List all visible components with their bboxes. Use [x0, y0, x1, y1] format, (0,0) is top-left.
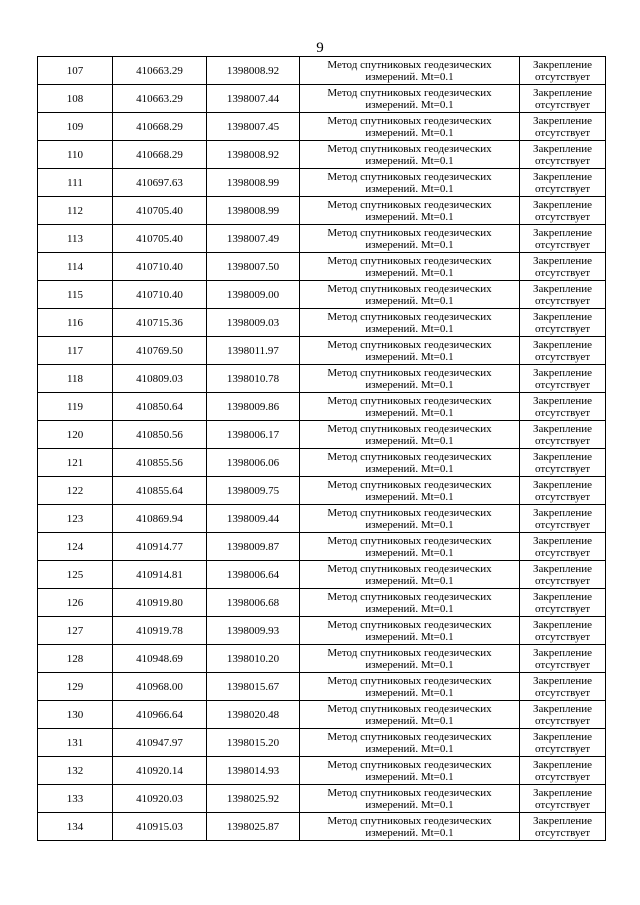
- table-row: [38, 729, 606, 757]
- fixation-cell: [520, 113, 606, 141]
- method-cell: [300, 421, 520, 449]
- fixation-line-2: отсутствует: [534, 350, 591, 363]
- fixation-line-1: Закрепление: [532, 282, 593, 295]
- method-line-2: измерений. Mt=0.1: [365, 238, 454, 251]
- table-row: [38, 645, 606, 673]
- table-row: [38, 477, 606, 505]
- fixation-cell: [520, 533, 606, 561]
- method-line-1: Метод спутниковых геодезических: [327, 142, 492, 155]
- fixation-cell: [520, 309, 606, 337]
- point-number-cell: 109: [38, 113, 113, 141]
- method-line-2: измерений. Mt=0.1: [365, 602, 454, 615]
- method-line-2: измерений. Mt=0.1: [365, 826, 454, 839]
- fixation-line-1: Закрепление: [532, 58, 593, 71]
- table-row: [38, 393, 606, 421]
- method-cell: [300, 617, 520, 645]
- fixation-cell: [520, 729, 606, 757]
- fixation-line-2: отсутствует: [534, 490, 591, 503]
- y-coordinate-cell: 1398010.20: [207, 645, 300, 673]
- fixation-line-2: отсутствует: [534, 770, 591, 783]
- x-coordinate-cell: 410920.14: [113, 757, 207, 785]
- method-cell: [300, 141, 520, 169]
- fixation-line-1: Закрепление: [532, 450, 593, 463]
- point-number-cell: 107: [38, 57, 113, 85]
- table-row: [38, 673, 606, 701]
- table-row: [38, 365, 606, 393]
- point-number-cell: 114: [38, 253, 113, 281]
- fixation-line-2: отсутствует: [534, 406, 591, 419]
- fixation-line-2: отсутствует: [534, 518, 591, 531]
- point-number-cell: 123: [38, 505, 113, 533]
- table-row: [38, 505, 606, 533]
- fixation-line-1: Закрепление: [532, 562, 593, 575]
- table-row: [38, 813, 606, 841]
- fixation-line-2: отсутствует: [534, 630, 591, 643]
- table-row: [38, 225, 606, 253]
- method-line-1: Метод спутниковых геодезических: [327, 58, 492, 71]
- method-line-1: Метод спутниковых геодезических: [327, 534, 492, 547]
- fixation-line-2: отсутствует: [534, 826, 591, 839]
- fixation-line-2: отсутствует: [534, 154, 591, 167]
- coordinates-table-body: [38, 57, 606, 841]
- point-number-cell: 129: [38, 673, 113, 701]
- method-cell: [300, 225, 520, 253]
- method-cell: [300, 729, 520, 757]
- method-line-2: измерений. Mt=0.1: [365, 406, 454, 419]
- method-line-2: измерений. Mt=0.1: [365, 266, 454, 279]
- method-line-2: измерений. Mt=0.1: [365, 518, 454, 531]
- y-coordinate-cell: 1398008.92: [207, 141, 300, 169]
- x-coordinate-cell: 410705.40: [113, 197, 207, 225]
- table-row: [38, 785, 606, 813]
- method-line-1: Метод спутниковых геодезических: [327, 646, 492, 659]
- table-row: [38, 701, 606, 729]
- method-cell: [300, 785, 520, 813]
- table-row: [38, 309, 606, 337]
- fixation-cell: [520, 701, 606, 729]
- method-line-2: измерений. Mt=0.1: [365, 798, 454, 811]
- table-row: [38, 253, 606, 281]
- table-row: [38, 169, 606, 197]
- y-coordinate-cell: 1398009.00: [207, 281, 300, 309]
- x-coordinate-cell: 410697.63: [113, 169, 207, 197]
- fixation-line-2: отсутствует: [534, 238, 591, 251]
- fixation-line-2: отсутствует: [534, 798, 591, 811]
- x-coordinate-cell: 410668.29: [113, 141, 207, 169]
- method-line-2: измерений. Mt=0.1: [365, 574, 454, 587]
- point-number-cell: 128: [38, 645, 113, 673]
- x-coordinate-cell: 410769.50: [113, 337, 207, 365]
- method-cell: [300, 113, 520, 141]
- method-line-2: измерений. Mt=0.1: [365, 350, 454, 363]
- fixation-line-1: Закрепление: [532, 758, 593, 771]
- fixation-line-2: отсутствует: [534, 742, 591, 755]
- fixation-cell: [520, 785, 606, 813]
- point-number-cell: 124: [38, 533, 113, 561]
- fixation-line-2: отсутствует: [534, 70, 591, 83]
- fixation-cell: [520, 253, 606, 281]
- fixation-line-1: Закрепление: [532, 142, 593, 155]
- fixation-line-2: отсутствует: [534, 294, 591, 307]
- point-number-cell: 132: [38, 757, 113, 785]
- fixation-line-1: Закрепление: [532, 506, 593, 519]
- table-row: [38, 141, 606, 169]
- point-number-cell: 120: [38, 421, 113, 449]
- table-row: [38, 617, 606, 645]
- point-number-cell: 121: [38, 449, 113, 477]
- fixation-line-1: Закрепление: [532, 786, 593, 799]
- y-coordinate-cell: 1398009.44: [207, 505, 300, 533]
- x-coordinate-cell: 410663.29: [113, 57, 207, 85]
- y-coordinate-cell: 1398008.99: [207, 169, 300, 197]
- method-line-2: измерений. Mt=0.1: [365, 126, 454, 139]
- method-cell: [300, 365, 520, 393]
- point-number-cell: 110: [38, 141, 113, 169]
- fixation-line-1: Закрепление: [532, 226, 593, 239]
- table-row: [38, 57, 606, 85]
- x-coordinate-cell: 410715.36: [113, 309, 207, 337]
- method-line-1: Метод спутниковых геодезических: [327, 254, 492, 267]
- x-coordinate-cell: 410915.03: [113, 813, 207, 841]
- fixation-line-2: отсутствует: [534, 378, 591, 391]
- method-line-2: измерений. Mt=0.1: [365, 378, 454, 391]
- method-line-1: Метод спутниковых геодезических: [327, 674, 492, 687]
- table-row: [38, 197, 606, 225]
- y-coordinate-cell: 1398010.78: [207, 365, 300, 393]
- fixation-line-1: Закрепление: [532, 198, 593, 211]
- point-number-cell: 130: [38, 701, 113, 729]
- method-line-2: измерений. Mt=0.1: [365, 154, 454, 167]
- fixation-line-2: отсутствует: [534, 322, 591, 335]
- method-line-1: Метод спутниковых геодезических: [327, 814, 492, 827]
- method-cell: [300, 589, 520, 617]
- method-line-1: Метод спутниковых геодезических: [327, 310, 492, 323]
- method-line-1: Метод спутниковых геодезических: [327, 366, 492, 379]
- table-row: [38, 421, 606, 449]
- fixation-line-2: отсутствует: [534, 658, 591, 671]
- fixation-line-1: Закрепление: [532, 170, 593, 183]
- fixation-cell: [520, 505, 606, 533]
- method-line-1: Метод спутниковых геодезических: [327, 422, 492, 435]
- fixation-cell: [520, 57, 606, 85]
- table-row: [38, 113, 606, 141]
- fixation-line-1: Закрепление: [532, 590, 593, 603]
- point-number-cell: 131: [38, 729, 113, 757]
- fixation-line-1: Закрепление: [532, 674, 593, 687]
- method-line-2: измерений. Mt=0.1: [365, 98, 454, 111]
- fixation-line-2: отсутствует: [534, 210, 591, 223]
- table-row: [38, 281, 606, 309]
- method-line-2: измерений. Mt=0.1: [365, 182, 454, 195]
- y-coordinate-cell: 1398009.03: [207, 309, 300, 337]
- fixation-line-2: отсутствует: [534, 266, 591, 279]
- point-number-cell: 118: [38, 365, 113, 393]
- fixation-cell: [520, 169, 606, 197]
- method-cell: [300, 57, 520, 85]
- point-number-cell: 117: [38, 337, 113, 365]
- method-cell: [300, 337, 520, 365]
- method-line-1: Метод спутниковых геодезических: [327, 114, 492, 127]
- method-cell: [300, 393, 520, 421]
- method-cell: [300, 533, 520, 561]
- fixation-cell: [520, 757, 606, 785]
- method-line-1: Метод спутниковых геодезических: [327, 170, 492, 183]
- method-line-2: измерений. Mt=0.1: [365, 686, 454, 699]
- fixation-line-1: Закрепление: [532, 422, 593, 435]
- x-coordinate-cell: 410850.56: [113, 421, 207, 449]
- method-line-1: Метод спутниковых геодезических: [327, 618, 492, 631]
- method-cell: [300, 561, 520, 589]
- point-number-cell: 112: [38, 197, 113, 225]
- method-cell: [300, 281, 520, 309]
- x-coordinate-cell: 410914.81: [113, 561, 207, 589]
- method-line-2: измерений. Mt=0.1: [365, 658, 454, 671]
- fixation-line-2: отсутствует: [534, 98, 591, 111]
- fixation-line-1: Закрепление: [532, 618, 593, 631]
- point-number-cell: 108: [38, 85, 113, 113]
- method-line-1: Метод спутниковых геодезических: [327, 562, 492, 575]
- point-number-cell: 122: [38, 477, 113, 505]
- fixation-cell: [520, 225, 606, 253]
- method-line-1: Метод спутниковых геодезических: [327, 758, 492, 771]
- fixation-cell: [520, 85, 606, 113]
- y-coordinate-cell: 1398014.93: [207, 757, 300, 785]
- fixation-cell: [520, 561, 606, 589]
- method-line-1: Метод спутниковых геодезических: [327, 730, 492, 743]
- method-line-2: измерений. Mt=0.1: [365, 546, 454, 559]
- fixation-line-1: Закрепление: [532, 702, 593, 715]
- fixation-line-1: Закрепление: [532, 366, 593, 379]
- fixation-cell: [520, 141, 606, 169]
- x-coordinate-cell: 410809.03: [113, 365, 207, 393]
- table-row: [38, 337, 606, 365]
- point-number-cell: 133: [38, 785, 113, 813]
- y-coordinate-cell: 1398007.44: [207, 85, 300, 113]
- y-coordinate-cell: 1398025.87: [207, 813, 300, 841]
- fixation-line-1: Закрепление: [532, 534, 593, 547]
- method-line-2: измерений. Mt=0.1: [365, 294, 454, 307]
- x-coordinate-cell: 410710.40: [113, 281, 207, 309]
- y-coordinate-cell: 1398006.64: [207, 561, 300, 589]
- y-coordinate-cell: 1398009.75: [207, 477, 300, 505]
- fixation-line-1: Закрепление: [532, 86, 593, 99]
- x-coordinate-cell: 410869.94: [113, 505, 207, 533]
- fixation-line-2: отсутствует: [534, 686, 591, 699]
- point-number-cell: 126: [38, 589, 113, 617]
- method-cell: [300, 645, 520, 673]
- fixation-cell: [520, 645, 606, 673]
- fixation-line-1: Закрепление: [532, 254, 593, 267]
- point-number-cell: 113: [38, 225, 113, 253]
- method-line-1: Метод спутниковых геодезических: [327, 338, 492, 351]
- method-line-1: Метод спутниковых геодезических: [327, 450, 492, 463]
- method-cell: [300, 253, 520, 281]
- fixation-line-1: Закрепление: [532, 310, 593, 323]
- table-row: [38, 561, 606, 589]
- fixation-cell: [520, 393, 606, 421]
- point-number-cell: 115: [38, 281, 113, 309]
- x-coordinate-cell: 410919.80: [113, 589, 207, 617]
- coordinates-table: [37, 56, 606, 841]
- method-cell: [300, 85, 520, 113]
- method-cell: [300, 477, 520, 505]
- fixation-line-2: отсутствует: [534, 182, 591, 195]
- method-line-1: Метод спутниковых геодезических: [327, 702, 492, 715]
- y-coordinate-cell: 1398008.99: [207, 197, 300, 225]
- method-cell: [300, 673, 520, 701]
- fixation-line-2: отсутствует: [534, 714, 591, 727]
- table-row: [38, 85, 606, 113]
- y-coordinate-cell: 1398009.93: [207, 617, 300, 645]
- method-line-1: Метод спутниковых геодезических: [327, 394, 492, 407]
- y-coordinate-cell: 1398007.45: [207, 113, 300, 141]
- method-cell: [300, 701, 520, 729]
- fixation-line-2: отсутствует: [534, 602, 591, 615]
- point-number-cell: 127: [38, 617, 113, 645]
- method-line-2: измерений. Mt=0.1: [365, 742, 454, 755]
- fixation-cell: [520, 421, 606, 449]
- method-line-1: Метод спутниковых геодезических: [327, 786, 492, 799]
- x-coordinate-cell: 410919.78: [113, 617, 207, 645]
- fixation-cell: [520, 477, 606, 505]
- fixation-line-2: отсутствует: [534, 434, 591, 447]
- fixation-line-2: отсутствует: [534, 546, 591, 559]
- x-coordinate-cell: 410710.40: [113, 253, 207, 281]
- point-number-cell: 116: [38, 309, 113, 337]
- table-row: [38, 449, 606, 477]
- method-line-1: Метод спутниковых геодезических: [327, 198, 492, 211]
- method-cell: [300, 449, 520, 477]
- fixation-line-1: Закрепление: [532, 814, 593, 827]
- fixation-cell: [520, 337, 606, 365]
- y-coordinate-cell: 1398020.48: [207, 701, 300, 729]
- x-coordinate-cell: 410663.29: [113, 85, 207, 113]
- x-coordinate-cell: 410920.03: [113, 785, 207, 813]
- method-line-2: измерений. Mt=0.1: [365, 462, 454, 475]
- fixation-line-1: Закрепление: [532, 730, 593, 743]
- method-cell: [300, 197, 520, 225]
- fixation-cell: [520, 813, 606, 841]
- method-line-2: измерений. Mt=0.1: [365, 322, 454, 335]
- method-line-1: Метод спутниковых геодезических: [327, 86, 492, 99]
- method-line-2: измерений. Mt=0.1: [365, 434, 454, 447]
- fixation-cell: [520, 449, 606, 477]
- fixation-cell: [520, 617, 606, 645]
- fixation-line-1: Закрепление: [532, 114, 593, 127]
- method-line-1: Метод спутниковых геодезических: [327, 226, 492, 239]
- point-number-cell: 125: [38, 561, 113, 589]
- method-line-2: измерений. Mt=0.1: [365, 490, 454, 503]
- table-row: [38, 589, 606, 617]
- method-cell: [300, 757, 520, 785]
- method-line-1: Метод спутниковых геодезических: [327, 478, 492, 491]
- x-coordinate-cell: 410966.64: [113, 701, 207, 729]
- fixation-line-1: Закрепление: [532, 394, 593, 407]
- y-coordinate-cell: 1398008.92: [207, 57, 300, 85]
- fixation-line-2: отсутствует: [534, 462, 591, 475]
- method-cell: [300, 505, 520, 533]
- fixation-line-1: Закрепление: [532, 646, 593, 659]
- method-cell: [300, 813, 520, 841]
- method-line-2: измерений. Mt=0.1: [365, 210, 454, 223]
- page-number: 9: [316, 40, 324, 56]
- x-coordinate-cell: 410948.69: [113, 645, 207, 673]
- fixation-line-1: Закрепление: [532, 478, 593, 491]
- y-coordinate-cell: 1398006.06: [207, 449, 300, 477]
- fixation-cell: [520, 673, 606, 701]
- x-coordinate-cell: 410968.00: [113, 673, 207, 701]
- point-number-cell: 119: [38, 393, 113, 421]
- method-line-2: измерений. Mt=0.1: [365, 70, 454, 83]
- y-coordinate-cell: 1398006.17: [207, 421, 300, 449]
- x-coordinate-cell: 410855.64: [113, 477, 207, 505]
- point-number-cell: 111: [38, 169, 113, 197]
- method-line-2: измерений. Mt=0.1: [365, 714, 454, 727]
- method-line-2: измерений. Mt=0.1: [365, 630, 454, 643]
- y-coordinate-cell: 1398015.20: [207, 729, 300, 757]
- x-coordinate-cell: 410850.64: [113, 393, 207, 421]
- y-coordinate-cell: 1398007.50: [207, 253, 300, 281]
- method-line-1: Метод спутниковых геодезических: [327, 590, 492, 603]
- x-coordinate-cell: 410705.40: [113, 225, 207, 253]
- y-coordinate-cell: 1398015.67: [207, 673, 300, 701]
- x-coordinate-cell: 410668.29: [113, 113, 207, 141]
- fixation-line-1: Закрепление: [532, 338, 593, 351]
- method-cell: [300, 309, 520, 337]
- y-coordinate-cell: 1398006.68: [207, 589, 300, 617]
- y-coordinate-cell: 1398011.97: [207, 337, 300, 365]
- table-row: [38, 533, 606, 561]
- y-coordinate-cell: 1398025.92: [207, 785, 300, 813]
- fixation-cell: [520, 281, 606, 309]
- y-coordinate-cell: 1398007.49: [207, 225, 300, 253]
- method-line-1: Метод спутниковых геодезических: [327, 506, 492, 519]
- method-line-2: измерений. Mt=0.1: [365, 770, 454, 783]
- method-line-1: Метод спутниковых геодезических: [327, 282, 492, 295]
- y-coordinate-cell: 1398009.87: [207, 533, 300, 561]
- fixation-cell: [520, 197, 606, 225]
- method-cell: [300, 169, 520, 197]
- y-coordinate-cell: 1398009.86: [207, 393, 300, 421]
- fixation-cell: [520, 589, 606, 617]
- fixation-line-2: отсутствует: [534, 574, 591, 587]
- point-number-cell: 134: [38, 813, 113, 841]
- x-coordinate-cell: 410947.97: [113, 729, 207, 757]
- x-coordinate-cell: 410914.77: [113, 533, 207, 561]
- table-row: [38, 757, 606, 785]
- fixation-cell: [520, 365, 606, 393]
- fixation-line-2: отсутствует: [534, 126, 591, 139]
- x-coordinate-cell: 410855.56: [113, 449, 207, 477]
